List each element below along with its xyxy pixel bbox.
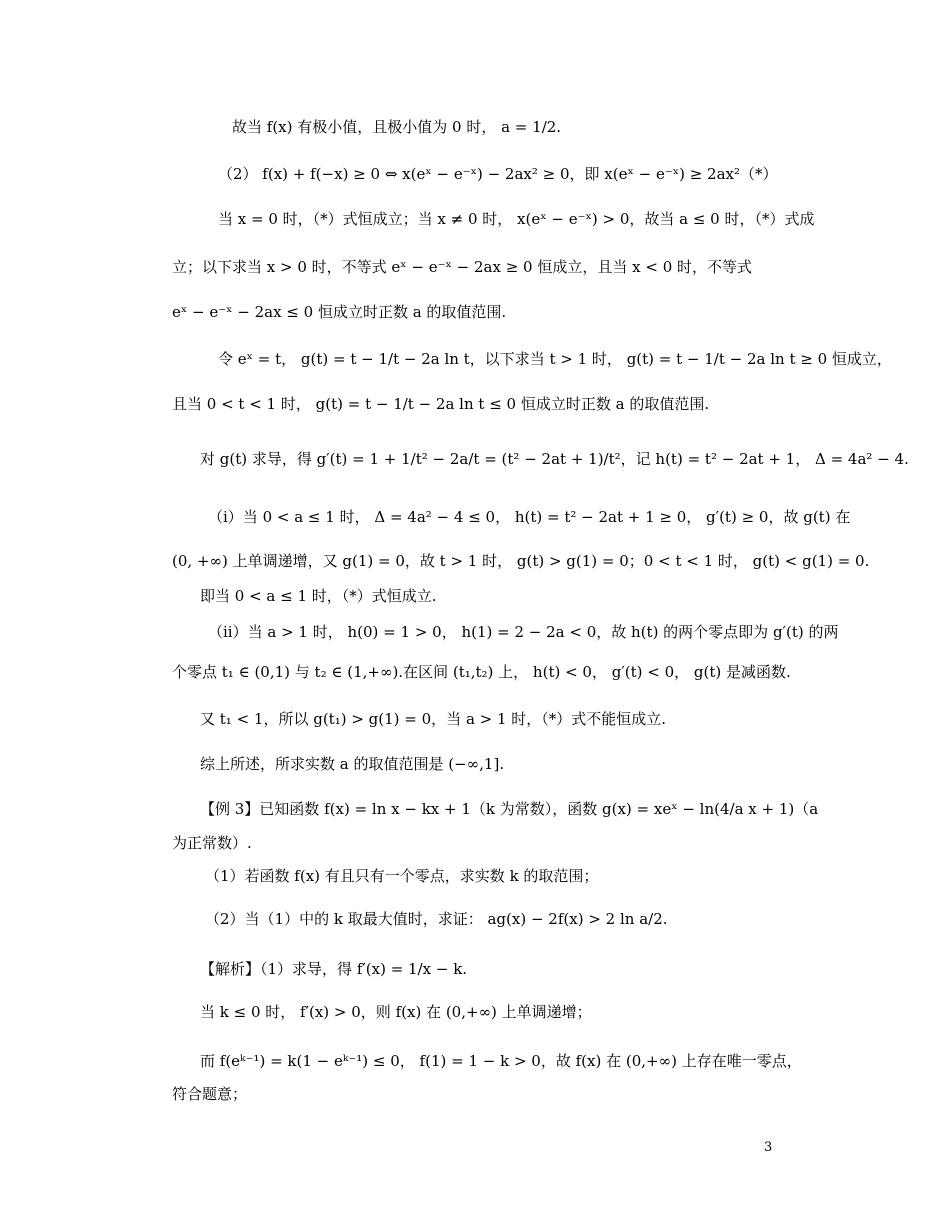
text-line: 令 eˣ = t， g(t) = t − 1/t − 2a ln t，以下求当 t > 1 时， g(t) = t − 1/t − 2a ln t ≥ 0 恒成立， [218, 350, 892, 368]
text-line: （1）若函数 f(x) 有且只有一个零点，求实数 k 的取范围； [205, 867, 599, 885]
text-line: 为正常数）. [172, 834, 252, 852]
text-line: （ii）当 a > 1 时， h(0) = 1 > 0， h(1) = 2 − 2a < 0，故 h(t) 的两个零点即为 g′(t) 的两 [208, 623, 839, 641]
text-line: 当 k ≤ 0 时， f′(x) > 0，则 f(x) 在 (0,+∞) 上单调递增； [200, 1003, 592, 1021]
text-line: 故当 f(x) 有极小值，且极小值为 0 时， a = 1/2. [232, 118, 562, 136]
text-line: 即当 0 < a ≤ 1 时，（*）式恒成立. [200, 587, 437, 605]
text-line: 立；以下求当 x > 0 时，不等式 eˣ − e⁻ˣ − 2ax ≥ 0 恒成立，且当 x < 0 时，不等式 [172, 258, 753, 276]
text-line: 【例 3】已知函数 f(x) = ln x − kx + 1（k 为常数），函数 g(x) = xeˣ − ln(4/a x + 1)（a [200, 800, 819, 818]
text-line: 对 g(t) 求导，得 g′(t) = 1 + 1/t² − 2a/t = (t² − 2at + 1)/t²，记 h(t) = t² − 2at + 1， Δ = 4a² − 4. [200, 450, 909, 468]
text-line: 个零点 t₁ ∈ (0,1) 与 t₂ ∈ (1,+∞).在区间 (t₁,t₂) 上， h(t) < 0， g′(t) < 0， g(t) 是减函数. [172, 663, 791, 681]
text-line: 且当 0 < t < 1 时， g(t) = t − 1/t − 2a ln t ≤ 0 恒成立时正数 a 的取值范围. [172, 395, 710, 413]
text-line: 符合题意； [172, 1085, 248, 1103]
text-line: （2）当（1）中的 k 取最大值时，求证： ag(x) − 2f(x) > 2 ln a/2. [205, 910, 668, 928]
text-line: 综上所述，所求实数 a 的取值范围是 (−∞,1]. [200, 755, 505, 773]
text-line: eˣ − e⁻ˣ − 2ax ≤ 0 恒成立时正数 a 的取值范围. [172, 303, 507, 321]
text-line: 而 f(eᵏ⁻¹) = k(1 − eᵏ⁻¹) ≤ 0， f(1) = 1 − k > 0，故 f(x) 在 (0,+∞) 上存在唯一零点， [200, 1052, 802, 1070]
page-number: 3 [764, 1140, 773, 1155]
text-line: 当 x = 0 时，（*）式恒成立；当 x ≠ 0 时， x(eˣ − e⁻ˣ) > 0，故当 a ≤ 0 时，（*）式成 [218, 210, 815, 228]
text-line: （2） f(x) + f(−x) ≥ 0 ⇔ x(eˣ − e⁻ˣ) − 2ax² ≥ 0，即 x(eˣ − e⁻ˣ) ≥ 2ax²（*） [218, 165, 778, 183]
text-line: （i）当 0 < a ≤ 1 时， Δ = 4a² − 4 ≤ 0， h(t) = t² − 2at + 1 ≥ 0， g′(t) ≥ 0，故 g(t) 在 [208, 508, 851, 526]
text-line: 又 t₁ < 1，所以 g(t₁) > g(1) = 0，当 a > 1 时，（*）式不能恒成立. [200, 710, 667, 728]
text-line: (0, +∞) 上单调递增，又 g(1) = 0，故 t > 1 时， g(t) > g(1) = 0；0 < t < 1 时， g(t) < g(1) = 0. [172, 552, 870, 570]
text-line: 【解析】（1）求导，得 f′(x) = 1/x − k. [200, 960, 468, 978]
